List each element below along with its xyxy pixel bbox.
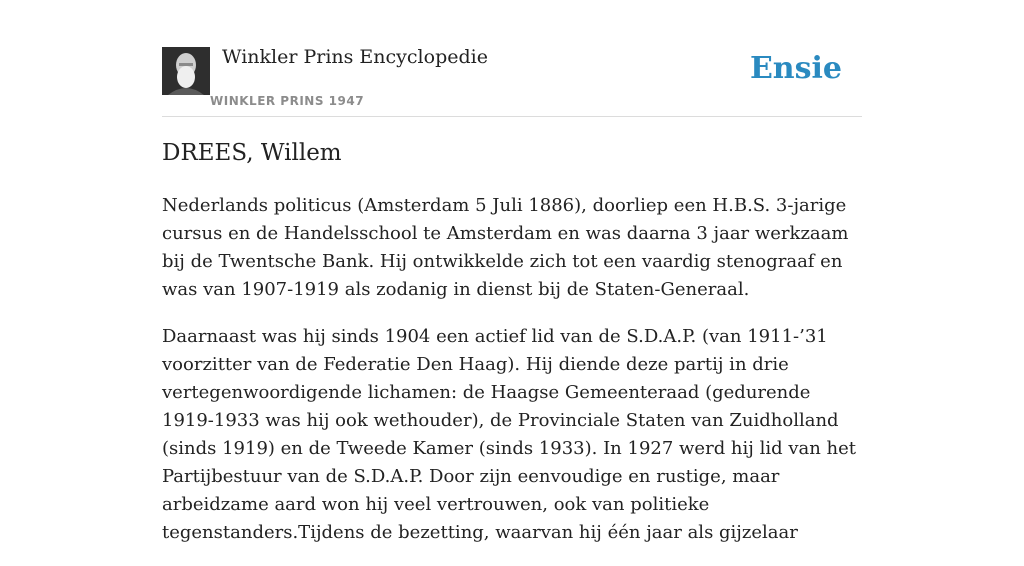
header — [162, 46, 862, 117]
brand-logo[interactable]: Ensie — [749, 51, 842, 86]
article-body — [162, 192, 862, 566]
article-title: DREES, Willem — [162, 140, 342, 166]
source-subtitle: WINKLER PRINS 1947 — [210, 94, 365, 108]
article-paragraph: Daarnaast was hij sinds 1904 een actief lid van de S.D.A.P. (van 1911-’31 voorzitter van de Federatie Den Haag). Hij diende deze partij in drie vertegenwoordigende lichamen: de Haagse Gemeenteraad (gedurende 1919-1933 was hij ook wethouder), de Provinciale Staten van Zuidholland (sinds 1919) en de Tweede Kamer (sinds 1933). In 1927 werd hij lid van het Partijbestuur van de S.D.A.P. Door zijn eenvoudige en rustige, maar arbeidzame aard won hij veel vertrouwen, ook van politieke tegenstanders.Tijdens de bezetting, waarvan hij één jaar als gijzelaar — [162, 326, 857, 543]
portrait-avatar-icon[interactable] — [162, 47, 210, 95]
source-title[interactable]: Winkler Prins Encyclopedie — [222, 46, 488, 68]
article-paragraph: Nederlands politicus (Amsterdam 5 Juli 1886), doorliep een H.B.S. 3-jarige cursus en de Handelsschool te Amsterdam en was daarna 3 jaar werkzaam bij de Twentsche Bank. Hij ontwikkelde zich tot een vaardig stenograaf en was van 1907-1919 als zodanig in dienst bij de Staten-Generaal. — [162, 195, 849, 300]
